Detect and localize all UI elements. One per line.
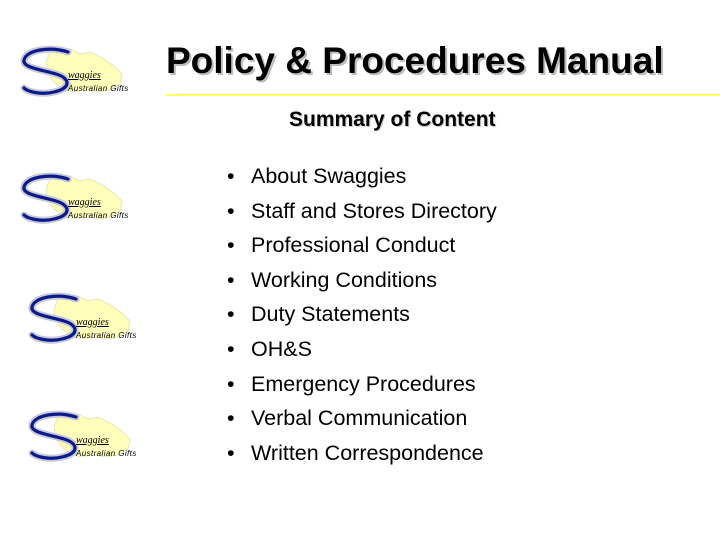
list-item-label: About Swaggies	[251, 164, 407, 188]
content-list	[227, 161, 497, 472]
list-item-label: Staff and Stores Directory	[251, 198, 497, 223]
company-logo	[18, 291, 168, 353]
logo-brand-text: waggies	[68, 70, 101, 81]
page-title: Policy & Procedures Manual	[166, 40, 664, 81]
list-item-label: Emergency Procedures	[251, 371, 476, 396]
logo-brand-text: waggies	[76, 317, 109, 328]
bullet-icon: •	[227, 233, 235, 258]
logo-tagline: Australian Gifts	[76, 331, 137, 340]
list-item	[227, 265, 497, 300]
logo-brand-text: waggies	[68, 197, 101, 208]
list-item	[227, 438, 497, 473]
list-item	[227, 403, 497, 438]
list-item	[227, 334, 497, 369]
list-item-label: Working Conditions	[251, 267, 438, 292]
logo-brand-text: waggies	[76, 435, 109, 446]
section-subtitle: Summary of Content	[289, 108, 496, 131]
list-item-label: Written Correspondence	[251, 440, 484, 465]
company-logo	[10, 171, 160, 233]
list-item	[227, 161, 497, 196]
list-item-label: Professional Conduct	[251, 233, 456, 258]
title-divider	[166, 94, 720, 96]
logo-tagline: Australian Gifts	[68, 211, 129, 220]
bullet-icon: •	[227, 371, 235, 396]
list-item	[227, 299, 497, 334]
bullet-icon: •	[227, 406, 235, 431]
list-item-label: Verbal Communication	[251, 406, 468, 431]
list-item	[227, 196, 497, 231]
list-item-label: Duty Statements	[251, 302, 410, 327]
bullet-icon: •	[227, 440, 235, 465]
bullet-icon: •	[227, 302, 235, 327]
list-item	[227, 230, 497, 265]
logo-tagline: Australian Gifts	[68, 84, 129, 93]
logo-tagline: Australian Gifts	[76, 449, 137, 458]
company-logo	[18, 409, 168, 471]
bullet-icon: •	[227, 164, 235, 188]
list-item	[227, 369, 497, 404]
bullet-icon: •	[227, 198, 235, 223]
list-item-label: OH&S	[251, 336, 312, 361]
bullet-icon: •	[227, 267, 235, 292]
bullet-icon: •	[227, 336, 235, 361]
company-logo	[10, 44, 160, 106]
